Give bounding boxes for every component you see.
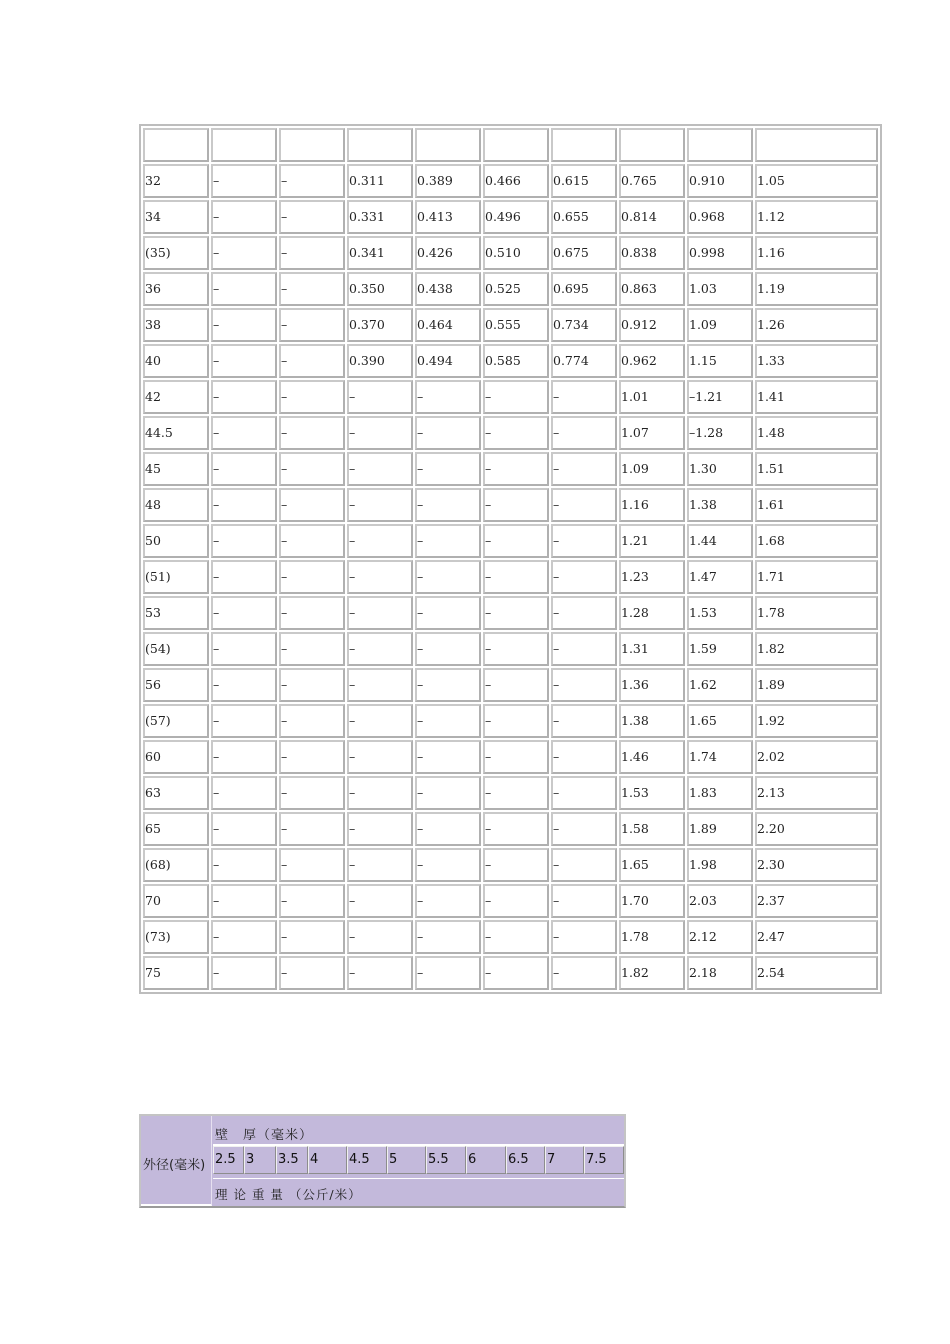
weight-value-cell: 0.962 <box>619 344 685 378</box>
weight-value-cell: – <box>551 884 617 918</box>
weight-value-cell: 0.765 <box>619 164 685 198</box>
table-row <box>143 884 878 918</box>
thickness-cell: 2.5 <box>213 1146 244 1174</box>
weight-value-cell: – <box>483 812 549 846</box>
weight-value-cell: – <box>211 380 277 414</box>
weight-value-cell: – <box>551 488 617 522</box>
outer-diameter-cell: (54) <box>143 632 209 666</box>
weight-value-cell: – <box>279 272 345 306</box>
weight-value-cell: 1.70 <box>619 884 685 918</box>
weight-value-cell: – <box>211 200 277 234</box>
weight-value-cell: – <box>551 668 617 702</box>
weight-value-cell: – <box>211 776 277 810</box>
weight-value-cell: – <box>211 452 277 486</box>
weight-value-cell: 1.44 <box>687 524 753 558</box>
weight-value-cell: 0.814 <box>619 200 685 234</box>
weight-value-cell: 1.16 <box>755 236 878 270</box>
weight-value-cell: – <box>483 560 549 594</box>
outer-diameter-cell: 40 <box>143 344 209 378</box>
weight-value-cell: 1.23 <box>619 560 685 594</box>
header-cell <box>687 128 753 162</box>
wall-thickness-row <box>213 1116 624 1146</box>
weight-value-cell: 0.695 <box>551 272 617 306</box>
outer-diameter-cell: 50 <box>143 524 209 558</box>
weight-value-cell: – <box>551 848 617 882</box>
weight-value-cell: 2.18 <box>687 956 753 990</box>
weight-value-cell: – <box>483 416 549 450</box>
weight-value-cell: 1.82 <box>619 956 685 990</box>
weight-value-cell: – <box>279 416 345 450</box>
weight-value-cell: 0.998 <box>687 236 753 270</box>
weight-value-cell: 1.68 <box>755 524 878 558</box>
weight-value-cell: – <box>415 704 481 738</box>
weight-value-cell: 0.370 <box>347 308 413 342</box>
header-cell <box>415 128 481 162</box>
weight-value-cell: – <box>347 416 413 450</box>
weight-value-cell: – <box>211 668 277 702</box>
weight-value-cell: – <box>551 740 617 774</box>
weight-value-cell: – <box>415 740 481 774</box>
table-row <box>143 344 878 378</box>
weight-value-cell: – <box>415 596 481 630</box>
weight-value-cell: 0.496 <box>483 200 549 234</box>
outer-diameter-cell: 60 <box>143 740 209 774</box>
weight-value-cell: – <box>279 920 345 954</box>
weight-value-cell: 1.74 <box>687 740 753 774</box>
header-cell <box>619 128 685 162</box>
weight-value-cell: – <box>211 308 277 342</box>
weight-value-cell: – <box>551 380 617 414</box>
weight-value-cell: 1.65 <box>619 848 685 882</box>
weight-value-cell: 1.07 <box>619 416 685 450</box>
weight-value-cell: 2.47 <box>755 920 878 954</box>
weight-value-cell: 1.36 <box>619 668 685 702</box>
weight-value-cell: – <box>211 812 277 846</box>
weight-value-cell: 1.48 <box>755 416 878 450</box>
weight-value-cell: 1.21 <box>619 524 685 558</box>
weight-value-cell: – <box>347 812 413 846</box>
weight-value-cell: 0.466 <box>483 164 549 198</box>
outer-diameter-cell: 36 <box>143 272 209 306</box>
outer-diameter-cell: 42 <box>143 380 209 414</box>
table-row <box>143 956 878 990</box>
weight-value-cell: – <box>415 380 481 414</box>
thickness-cell: 5 <box>387 1146 426 1174</box>
weight-value-cell: 1.53 <box>687 596 753 630</box>
weight-value-cell: – <box>415 920 481 954</box>
table-row <box>143 488 878 522</box>
weight-value-cell: – <box>279 668 345 702</box>
weight-value-cell: 2.03 <box>687 884 753 918</box>
weight-value-cell: – <box>211 884 277 918</box>
weight-value-cell: – <box>347 632 413 666</box>
weight-value-cell: – <box>279 596 345 630</box>
weight-value-cell: – <box>551 704 617 738</box>
weight-value-cell: 0.494 <box>415 344 481 378</box>
weight-value-cell: 1.82 <box>755 632 878 666</box>
weight-value-cell: – <box>347 488 413 522</box>
weight-data-body <box>143 128 878 990</box>
wall-thickness-label: 壁 厚（毫米） <box>215 1128 314 1143</box>
weight-value-cell: 1.28 <box>619 596 685 630</box>
weight-value-cell: 1.01 <box>619 380 685 414</box>
weight-value-cell: – <box>483 740 549 774</box>
weight-value-cell: – <box>211 956 277 990</box>
outer-diameter-cell: 53 <box>143 596 209 630</box>
weight-value-cell: 2.20 <box>755 812 878 846</box>
weight-value-cell: 1.53 <box>619 776 685 810</box>
weight-value-cell: – <box>211 704 277 738</box>
table-row <box>143 200 878 234</box>
weight-value-cell: – <box>483 776 549 810</box>
weight-value-cell: 1.41 <box>755 380 878 414</box>
weight-value-cell: 0.655 <box>551 200 617 234</box>
header-cell <box>211 128 277 162</box>
weight-data-table <box>139 124 882 994</box>
outer-diameter-cell: 34 <box>143 200 209 234</box>
weight-value-cell: – <box>551 632 617 666</box>
thickness-cell: 6 <box>466 1146 506 1174</box>
weight-value-cell: 0.525 <box>483 272 549 306</box>
weight-value-cell: 0.350 <box>347 272 413 306</box>
weight-value-cell: 2.02 <box>755 740 878 774</box>
weight-value-cell: – <box>347 524 413 558</box>
weight-value-cell: – <box>483 524 549 558</box>
weight-value-cell: – <box>483 848 549 882</box>
weight-value-cell: 0.389 <box>415 164 481 198</box>
outer-diameter-cell: 48 <box>143 488 209 522</box>
weight-value-cell: – <box>279 344 345 378</box>
table-row <box>143 596 878 630</box>
weight-value-cell: 1.05 <box>755 164 878 198</box>
weight-value-cell: 0.331 <box>347 200 413 234</box>
weight-value-cell: 1.59 <box>687 632 753 666</box>
weight-value-cell: – <box>415 956 481 990</box>
weight-value-cell: 0.413 <box>415 200 481 234</box>
weight-value-cell: 1.12 <box>755 200 878 234</box>
header-cell <box>483 128 549 162</box>
weight-value-cell: – <box>483 704 549 738</box>
thickness-cell: 5.5 <box>426 1146 466 1174</box>
weight-value-cell: 0.341 <box>347 236 413 270</box>
weight-value-cell: 1.61 <box>755 488 878 522</box>
weight-value-cell: – <box>211 560 277 594</box>
weight-value-cell: – <box>279 740 345 774</box>
weight-value-cell: 0.968 <box>687 200 753 234</box>
weight-value-cell: 0.838 <box>619 236 685 270</box>
weight-value-cell: 0.734 <box>551 308 617 342</box>
theoretical-weight-label: 理 论 重 量 （公斤/米） <box>215 1187 362 1202</box>
weight-value-cell: – <box>483 884 549 918</box>
weight-value-cell: – <box>211 236 277 270</box>
weight-value-cell: 1.62 <box>687 668 753 702</box>
weight-value-cell: – <box>347 884 413 918</box>
weight-value-cell: 1.98 <box>687 848 753 882</box>
weight-value-cell: – <box>347 380 413 414</box>
weight-value-cell: – <box>279 236 345 270</box>
weight-value-cell: – <box>211 488 277 522</box>
table-row <box>143 380 878 414</box>
weight-value-cell: 0.438 <box>415 272 481 306</box>
weight-value-cell: 0.311 <box>347 164 413 198</box>
weight-value-cell: 1.15 <box>687 344 753 378</box>
outer-diameter-cell: 75 <box>143 956 209 990</box>
weight-value-cell: 1.51 <box>755 452 878 486</box>
thickness-cell: 4.5 <box>347 1146 387 1174</box>
outer-diameter-cell: 70 <box>143 884 209 918</box>
outer-diameter-cell: (73) <box>143 920 209 954</box>
weight-value-cell: 1.38 <box>687 488 753 522</box>
weight-value-cell: – <box>551 920 617 954</box>
weight-value-cell: 0.585 <box>483 344 549 378</box>
weight-value-cell: 0.774 <box>551 344 617 378</box>
weight-value-cell: – <box>415 632 481 666</box>
weight-value-cell: – <box>551 956 617 990</box>
weight-value-cell: – <box>211 524 277 558</box>
outer-diameter-cell: 32 <box>143 164 209 198</box>
thickness-cell: 3.5 <box>276 1146 308 1174</box>
thickness-cell: 4 <box>308 1146 347 1174</box>
weight-value-cell: 2.37 <box>755 884 878 918</box>
weight-value-cell: – <box>279 632 345 666</box>
outer-diameter-cell: 38 <box>143 308 209 342</box>
weight-value-cell: 0.390 <box>347 344 413 378</box>
weight-value-cell: 1.89 <box>755 668 878 702</box>
weight-value-cell: – <box>483 668 549 702</box>
weight-value-cell: – <box>279 524 345 558</box>
weight-value-cell: – <box>551 596 617 630</box>
table-row <box>143 164 878 198</box>
thickness-values-row <box>213 1146 624 1176</box>
outer-diameter-cell <box>141 1116 212 1206</box>
weight-value-cell: – <box>279 452 345 486</box>
weight-value-cell: – <box>551 524 617 558</box>
weight-value-cell: – <box>211 740 277 774</box>
weight-value-cell: 1.33 <box>755 344 878 378</box>
table-row <box>143 740 878 774</box>
weight-value-cell: – <box>347 956 413 990</box>
weight-value-cell: – <box>211 344 277 378</box>
weight-value-cell: – <box>211 848 277 882</box>
table-row <box>143 272 878 306</box>
outer-diameter-cell: 65 <box>143 812 209 846</box>
weight-value-cell: – <box>211 164 277 198</box>
weight-value-cell: – <box>279 812 345 846</box>
weight-value-cell: – <box>279 488 345 522</box>
weight-value-cell: 0.912 <box>619 308 685 342</box>
outer-diameter-cell: 56 <box>143 668 209 702</box>
weight-value-cell: 1.83 <box>687 776 753 810</box>
weight-value-cell: – <box>279 164 345 198</box>
table-row <box>143 920 878 954</box>
weight-value-cell: – <box>211 632 277 666</box>
weight-value-cell: 1.92 <box>755 704 878 738</box>
thickness-cell: 7.5 <box>584 1146 624 1174</box>
weight-value-cell: – <box>415 776 481 810</box>
weight-value-cell: – <box>347 668 413 702</box>
weight-value-cell: 0.863 <box>619 272 685 306</box>
weight-value-cell: 0.464 <box>415 308 481 342</box>
weight-value-cell: – <box>415 524 481 558</box>
weight-value-cell: – <box>483 632 549 666</box>
thickness-cell: 7 <box>545 1146 584 1174</box>
weight-value-cell: 1.46 <box>619 740 685 774</box>
theoretical-weight-row <box>213 1178 624 1206</box>
table-row <box>143 776 878 810</box>
weight-value-cell: – <box>415 488 481 522</box>
weight-value-cell: – <box>483 488 549 522</box>
weight-value-cell: 1.09 <box>619 452 685 486</box>
weight-value-cell: – <box>483 596 549 630</box>
table-row <box>143 524 878 558</box>
weight-value-cell: – <box>483 920 549 954</box>
weight-value-cell: 1.47 <box>687 560 753 594</box>
weight-value-cell: – <box>551 452 617 486</box>
weight-value-cell: – <box>211 920 277 954</box>
blank-header-row <box>143 128 878 162</box>
weight-value-cell: – <box>551 560 617 594</box>
table-row <box>143 632 878 666</box>
weight-value-cell: – <box>347 560 413 594</box>
spec-header-table <box>139 1114 626 1208</box>
weight-value-cell: –1.28 <box>687 416 753 450</box>
weight-value-cell: – <box>551 416 617 450</box>
weight-value-cell: – <box>279 884 345 918</box>
weight-value-cell: – <box>347 596 413 630</box>
weight-value-cell: 0.910 <box>687 164 753 198</box>
weight-value-cell: 0.555 <box>483 308 549 342</box>
weight-value-cell: – <box>551 812 617 846</box>
weight-value-cell: – <box>279 704 345 738</box>
outer-diameter-cell: (35) <box>143 236 209 270</box>
header-cell <box>551 128 617 162</box>
weight-value-cell: – <box>279 776 345 810</box>
header-cell <box>347 128 413 162</box>
weight-value-cell: 2.30 <box>755 848 878 882</box>
weight-value-cell: – <box>279 956 345 990</box>
weight-value-cell: – <box>347 704 413 738</box>
weight-value-cell: – <box>415 848 481 882</box>
weight-value-cell: – <box>279 848 345 882</box>
weight-value-cell: – <box>347 920 413 954</box>
table-row <box>143 236 878 270</box>
table-row <box>143 704 878 738</box>
weight-value-cell: – <box>347 776 413 810</box>
weight-value-cell: – <box>347 452 413 486</box>
weight-value-cell: 1.30 <box>687 452 753 486</box>
table-row <box>143 416 878 450</box>
thickness-cell: 3 <box>244 1146 276 1174</box>
weight-value-cell: 1.78 <box>755 596 878 630</box>
weight-value-cell: 0.426 <box>415 236 481 270</box>
weight-value-cell: – <box>415 452 481 486</box>
weight-value-cell: 1.65 <box>687 704 753 738</box>
weight-value-cell: 1.26 <box>755 308 878 342</box>
weight-value-cell: 2.12 <box>687 920 753 954</box>
header-cell <box>755 128 878 162</box>
weight-value-cell: 0.510 <box>483 236 549 270</box>
outer-diameter-cell: (57) <box>143 704 209 738</box>
weight-value-cell: –1.21 <box>687 380 753 414</box>
weight-value-cell: 1.19 <box>755 272 878 306</box>
weight-value-cell: – <box>415 416 481 450</box>
weight-value-cell: 1.38 <box>619 704 685 738</box>
weight-value-cell: 1.71 <box>755 560 878 594</box>
table-row <box>143 668 878 702</box>
weight-value-cell: – <box>415 812 481 846</box>
weight-value-cell: – <box>347 848 413 882</box>
weight-value-cell: 0.615 <box>551 164 617 198</box>
weight-value-cell: 1.09 <box>687 308 753 342</box>
weight-value-cell: 0.675 <box>551 236 617 270</box>
weight-value-cell: – <box>279 380 345 414</box>
weight-value-cell: – <box>211 272 277 306</box>
weight-value-cell: – <box>483 452 549 486</box>
outer-diameter-cell: (51) <box>143 560 209 594</box>
weight-value-cell: 1.89 <box>687 812 753 846</box>
weight-value-cell: 1.03 <box>687 272 753 306</box>
weight-value-cell: 1.31 <box>619 632 685 666</box>
header-cell <box>279 128 345 162</box>
weight-value-cell: – <box>347 740 413 774</box>
weight-value-cell: – <box>211 596 277 630</box>
table-row <box>143 560 878 594</box>
weight-value-cell: 2.54 <box>755 956 878 990</box>
weight-value-cell: – <box>551 776 617 810</box>
weight-value-cell: – <box>279 560 345 594</box>
thickness-cell: 6.5 <box>506 1146 545 1174</box>
weight-value-cell: 1.16 <box>619 488 685 522</box>
table-row <box>143 452 878 486</box>
outer-diameter-label: 外径(毫米) <box>143 1158 206 1173</box>
weight-value-cell: – <box>415 668 481 702</box>
weight-value-cell: – <box>211 416 277 450</box>
weight-value-cell: – <box>483 380 549 414</box>
weight-value-cell: – <box>415 560 481 594</box>
weight-value-cell: – <box>279 200 345 234</box>
weight-value-cell: 1.78 <box>619 920 685 954</box>
header-cell <box>143 128 209 162</box>
outer-diameter-cell: 63 <box>143 776 209 810</box>
table-row <box>143 308 878 342</box>
weight-value-cell: 2.13 <box>755 776 878 810</box>
table-row <box>143 848 878 882</box>
weight-value-cell: – <box>415 884 481 918</box>
weight-value-cell: – <box>279 308 345 342</box>
weight-value-cell: 1.58 <box>619 812 685 846</box>
weight-value-cell: – <box>483 956 549 990</box>
table-row <box>143 812 878 846</box>
outer-diameter-cell: (68) <box>143 848 209 882</box>
outer-diameter-cell: 45 <box>143 452 209 486</box>
outer-diameter-cell: 44.5 <box>143 416 209 450</box>
